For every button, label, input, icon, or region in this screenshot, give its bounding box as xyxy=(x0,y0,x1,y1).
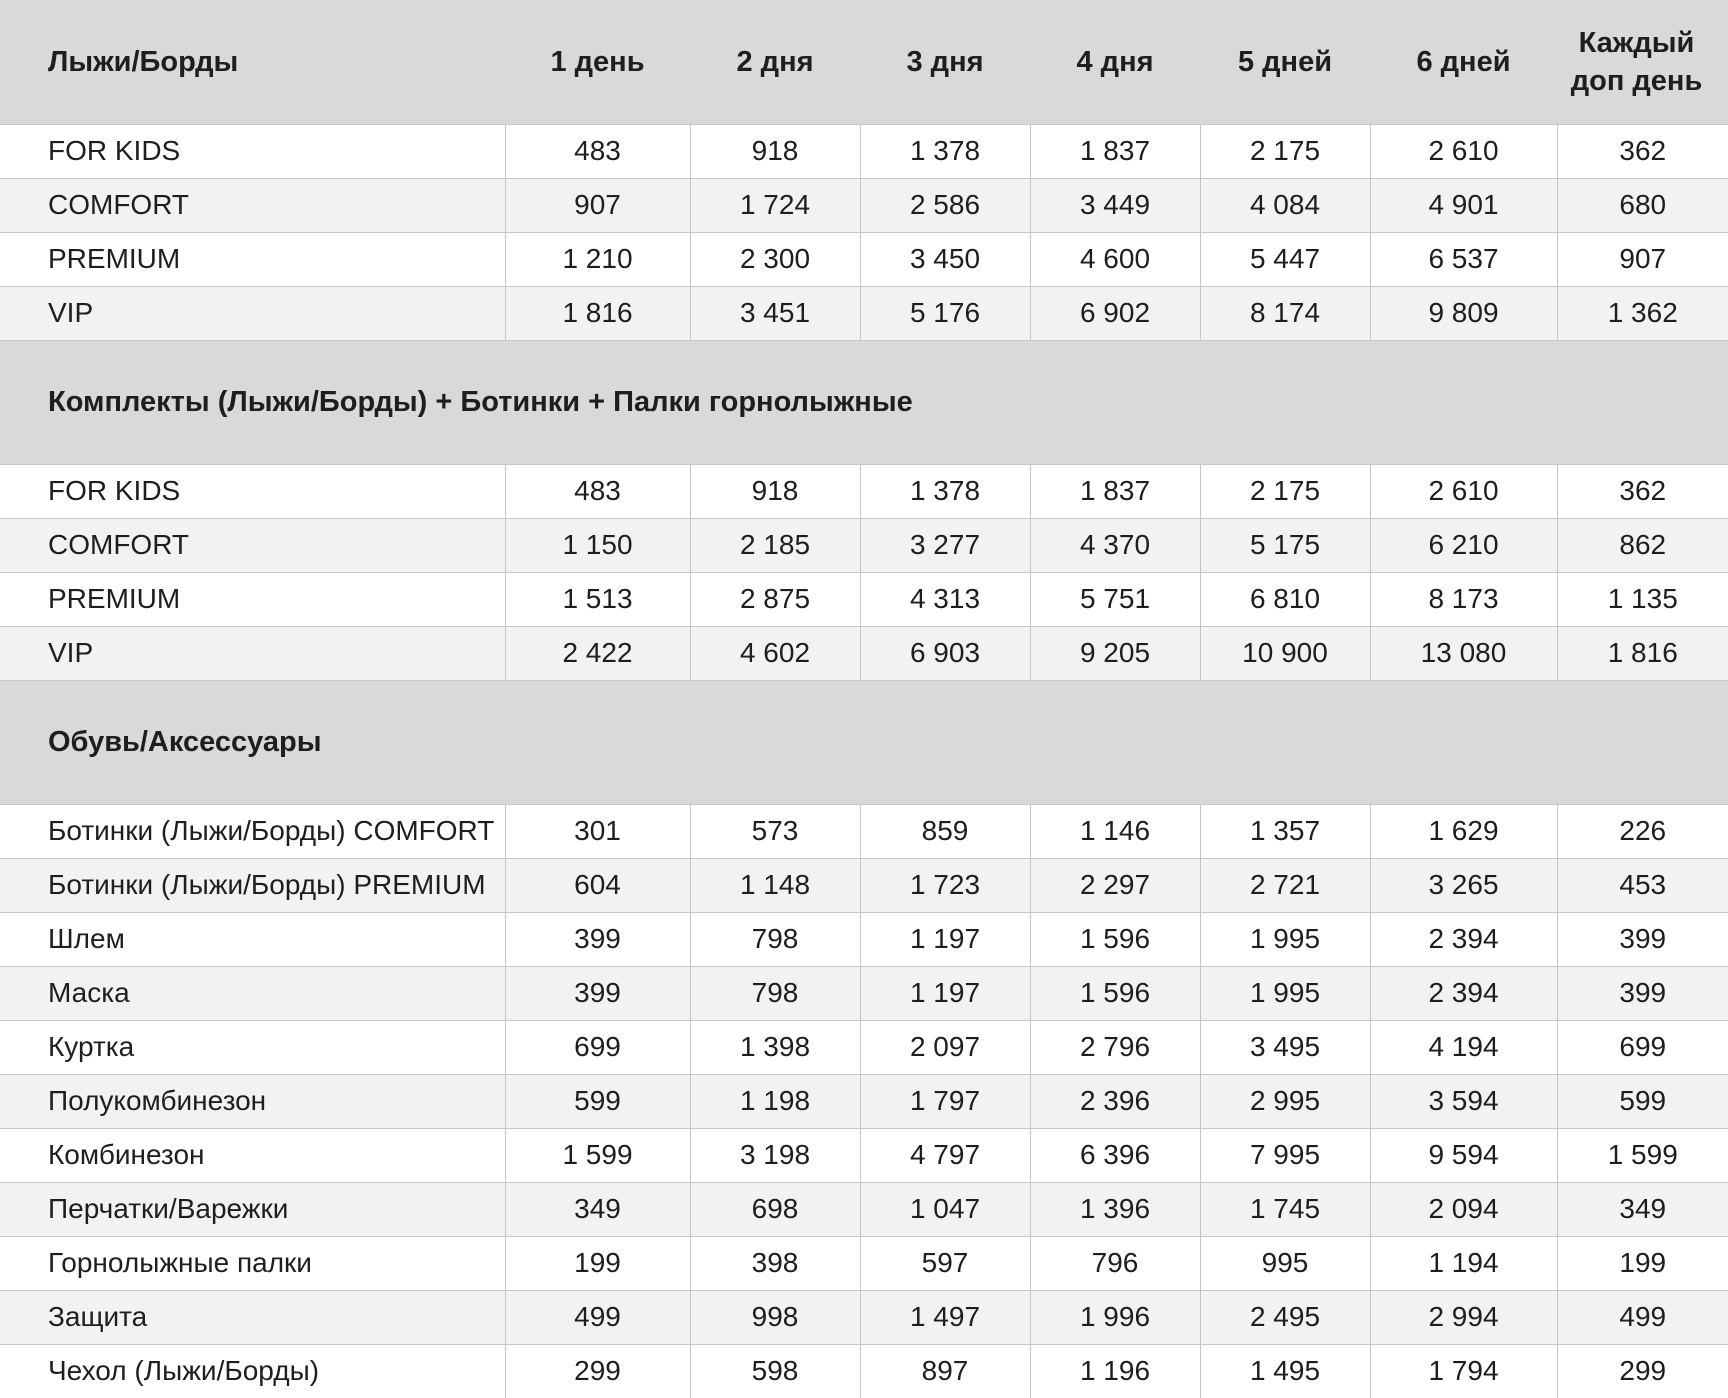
table-row xyxy=(0,912,1728,966)
price-cell: 2 495 xyxy=(1200,1290,1370,1344)
item-name: Горнолыжные палки xyxy=(0,1236,505,1290)
price-cell: 859 xyxy=(860,804,1030,858)
price-cell: 362 xyxy=(1557,464,1728,518)
price-cell: 1 816 xyxy=(1557,626,1728,680)
price-cell: 599 xyxy=(1557,1074,1728,1128)
price-cell: 2 610 xyxy=(1370,124,1557,178)
price-cell: 3 450 xyxy=(860,232,1030,286)
price-cell: 10 900 xyxy=(1200,626,1370,680)
column-header-1-day: 1 день xyxy=(550,45,645,78)
price-cell: 918 xyxy=(690,124,860,178)
item-name: Перчатки/Варежки xyxy=(0,1182,505,1236)
price-cell: 4 797 xyxy=(860,1128,1030,1182)
table-row xyxy=(0,1236,1728,1290)
price-cell: 597 xyxy=(860,1236,1030,1290)
price-cell: 3 198 xyxy=(690,1128,860,1182)
column-header-2-days: 2 дня xyxy=(736,45,814,78)
price-cell: 1 599 xyxy=(505,1128,690,1182)
price-cell: 1 724 xyxy=(690,178,860,232)
table-row xyxy=(0,858,1728,912)
table-row xyxy=(0,464,1728,518)
item-name: Куртка xyxy=(0,1020,505,1074)
price-cell: 399 xyxy=(1557,912,1728,966)
price-cell: 362 xyxy=(1557,124,1728,178)
price-cell: 1 047 xyxy=(860,1182,1030,1236)
price-cell: 4 194 xyxy=(1370,1020,1557,1074)
item-name: FOR KIDS xyxy=(0,124,505,178)
price-cell: 499 xyxy=(505,1290,690,1344)
price-cell: 1 797 xyxy=(860,1074,1030,1128)
table-row xyxy=(0,804,1728,858)
price-cell: 5 175 xyxy=(1200,518,1370,572)
price-cell: 1 148 xyxy=(690,858,860,912)
price-cell: 13 080 xyxy=(1370,626,1557,680)
column-header-3-days: 3 дня xyxy=(906,45,984,78)
price-cell: 4 602 xyxy=(690,626,860,680)
price-cell: 6 537 xyxy=(1370,232,1557,286)
price-cell: 1 197 xyxy=(860,912,1030,966)
price-cell: 1 495 xyxy=(1200,1344,1370,1398)
table-row xyxy=(0,1128,1728,1182)
price-cell: 2 586 xyxy=(860,178,1030,232)
price-cell: 3 265 xyxy=(1370,858,1557,912)
price-cell: 199 xyxy=(505,1236,690,1290)
price-cell: 1 837 xyxy=(1030,124,1200,178)
table-row xyxy=(0,572,1728,626)
item-name: Ботинки (Лыжи/Борды) PREMIUM xyxy=(0,858,505,912)
price-cell: 9 594 xyxy=(1370,1128,1557,1182)
price-cell: 1 599 xyxy=(1557,1128,1728,1182)
price-cell: 6 902 xyxy=(1030,286,1200,340)
item-name: Комбинезон xyxy=(0,1128,505,1182)
price-cell: 798 xyxy=(690,966,860,1020)
price-cell: 6 210 xyxy=(1370,518,1557,572)
price-cell: 907 xyxy=(1557,232,1728,286)
price-cell: 2 422 xyxy=(505,626,690,680)
price-cell: 1 596 xyxy=(1030,966,1200,1020)
price-cell: 995 xyxy=(1200,1236,1370,1290)
table-row xyxy=(0,1290,1728,1344)
item-name: COMFORT xyxy=(0,178,505,232)
table-row xyxy=(0,232,1728,286)
table-row xyxy=(0,966,1728,1020)
price-cell: 199 xyxy=(1557,1236,1728,1290)
price-cell: 301 xyxy=(505,804,690,858)
price-cell: 1 398 xyxy=(690,1020,860,1074)
price-cell: 1 723 xyxy=(860,858,1030,912)
price-cell: 2 721 xyxy=(1200,858,1370,912)
table-row xyxy=(0,518,1728,572)
price-cell: 398 xyxy=(690,1236,860,1290)
price-cell: 399 xyxy=(505,966,690,1020)
price-cell: 599 xyxy=(505,1074,690,1128)
price-cell: 1 378 xyxy=(860,464,1030,518)
price-cell: 1 150 xyxy=(505,518,690,572)
price-cell: 1 357 xyxy=(1200,804,1370,858)
table-header-row xyxy=(0,0,1728,124)
price-cell: 399 xyxy=(1557,966,1728,1020)
price-cell: 349 xyxy=(1557,1182,1728,1236)
price-cell: 1 497 xyxy=(860,1290,1030,1344)
column-header-extra-day: Каждый доп день xyxy=(1570,26,1703,97)
price-cell: 680 xyxy=(1557,178,1728,232)
price-cell: 1 837 xyxy=(1030,464,1200,518)
price-cell: 1 794 xyxy=(1370,1344,1557,1398)
table-row xyxy=(0,1182,1728,1236)
item-name: PREMIUM xyxy=(0,572,505,626)
price-cell: 2 297 xyxy=(1030,858,1200,912)
price-cell: 4 084 xyxy=(1200,178,1370,232)
item-name: Защита xyxy=(0,1290,505,1344)
price-cell: 2 396 xyxy=(1030,1074,1200,1128)
price-cell: 453 xyxy=(1557,858,1728,912)
price-cell: 3 451 xyxy=(690,286,860,340)
price-cell: 1 196 xyxy=(1030,1344,1200,1398)
price-cell: 1 378 xyxy=(860,124,1030,178)
price-cell: 1 197 xyxy=(860,966,1030,1020)
price-cell: 2 610 xyxy=(1370,464,1557,518)
price-cell: 2 394 xyxy=(1370,966,1557,1020)
price-cell: 2 875 xyxy=(690,572,860,626)
price-cell: 918 xyxy=(690,464,860,518)
price-cell: 1 745 xyxy=(1200,1182,1370,1236)
price-cell: 573 xyxy=(690,804,860,858)
section-header-row xyxy=(0,680,1728,804)
price-cell: 604 xyxy=(505,858,690,912)
price-cell: 2 394 xyxy=(1370,912,1557,966)
price-cell: 2 796 xyxy=(1030,1020,1200,1074)
price-cell: 3 449 xyxy=(1030,178,1200,232)
price-cell: 1 135 xyxy=(1557,572,1728,626)
price-cell: 6 396 xyxy=(1030,1128,1200,1182)
column-header-6-days: 6 дней xyxy=(1416,45,1511,78)
column-header-5-days: 5 дней xyxy=(1237,45,1333,78)
item-name: Ботинки (Лыжи/Борды) COMFORT xyxy=(0,804,505,858)
item-name: FOR KIDS xyxy=(0,464,505,518)
price-cell: 1 362 xyxy=(1557,286,1728,340)
price-cell: 907 xyxy=(505,178,690,232)
price-cell: 4 600 xyxy=(1030,232,1200,286)
price-cell: 2 097 xyxy=(860,1020,1030,1074)
price-cell: 1 816 xyxy=(505,286,690,340)
table-row xyxy=(0,626,1728,680)
table-row xyxy=(0,286,1728,340)
section-title: Обувь/Аксессуары xyxy=(0,680,1728,804)
price-cell: 1 513 xyxy=(505,572,690,626)
column-header-4-days: 4 дня xyxy=(1076,45,1154,78)
price-cell: 862 xyxy=(1557,518,1728,572)
table-row xyxy=(0,1344,1728,1398)
price-cell: 1 995 xyxy=(1200,966,1370,1020)
item-name: PREMIUM xyxy=(0,232,505,286)
price-cell: 8 174 xyxy=(1200,286,1370,340)
price-cell: 598 xyxy=(690,1344,860,1398)
price-cell: 699 xyxy=(1557,1020,1728,1074)
price-cell: 299 xyxy=(505,1344,690,1398)
price-cell: 483 xyxy=(505,464,690,518)
price-cell: 299 xyxy=(1557,1344,1728,1398)
price-cell: 2 300 xyxy=(690,232,860,286)
price-cell: 1 194 xyxy=(1370,1236,1557,1290)
section-header-row xyxy=(0,340,1728,464)
price-cell: 1 210 xyxy=(505,232,690,286)
table-row xyxy=(0,178,1728,232)
price-cell: 8 173 xyxy=(1370,572,1557,626)
price-cell: 1 596 xyxy=(1030,912,1200,966)
price-cell: 9 205 xyxy=(1030,626,1200,680)
price-cell: 3 594 xyxy=(1370,1074,1557,1128)
price-cell: 1 629 xyxy=(1370,804,1557,858)
price-cell: 7 995 xyxy=(1200,1128,1370,1182)
price-cell: 6 810 xyxy=(1200,572,1370,626)
price-cell: 2 995 xyxy=(1200,1074,1370,1128)
price-cell: 483 xyxy=(505,124,690,178)
item-name: Шлем xyxy=(0,912,505,966)
price-cell: 2 175 xyxy=(1200,124,1370,178)
price-cell: 2 185 xyxy=(690,518,860,572)
price-cell: 699 xyxy=(505,1020,690,1074)
price-cell: 4 313 xyxy=(860,572,1030,626)
item-name: Полукомбинезон xyxy=(0,1074,505,1128)
section-title: Комплекты (Лыжи/Борды) + Ботинки + Палки горнолыжные xyxy=(0,340,1728,464)
price-cell: 9 809 xyxy=(1370,286,1557,340)
item-name: VIP xyxy=(0,286,505,340)
price-cell: 1 996 xyxy=(1030,1290,1200,1344)
price-cell: 1 995 xyxy=(1200,912,1370,966)
price-cell: 226 xyxy=(1557,804,1728,858)
table-row xyxy=(0,1020,1728,1074)
price-cell: 6 903 xyxy=(860,626,1030,680)
price-cell: 499 xyxy=(1557,1290,1728,1344)
price-cell: 3 495 xyxy=(1200,1020,1370,1074)
price-cell: 4 370 xyxy=(1030,518,1200,572)
price-cell: 998 xyxy=(690,1290,860,1344)
price-cell: 1 396 xyxy=(1030,1182,1200,1236)
price-cell: 698 xyxy=(690,1182,860,1236)
price-cell: 2 094 xyxy=(1370,1182,1557,1236)
price-cell: 5 751 xyxy=(1030,572,1200,626)
table-row xyxy=(0,1074,1728,1128)
price-cell: 5 176 xyxy=(860,286,1030,340)
price-cell: 897 xyxy=(860,1344,1030,1398)
price-cell: 2 175 xyxy=(1200,464,1370,518)
price-cell: 3 277 xyxy=(860,518,1030,572)
item-name: COMFORT xyxy=(0,518,505,572)
price-cell: 1 146 xyxy=(1030,804,1200,858)
price-cell: 2 994 xyxy=(1370,1290,1557,1344)
price-cell: 798 xyxy=(690,912,860,966)
price-cell: 5 447 xyxy=(1200,232,1370,286)
price-cell: 349 xyxy=(505,1182,690,1236)
item-name: Чехол (Лыжи/Борды) xyxy=(0,1344,505,1398)
item-name: VIP xyxy=(0,626,505,680)
price-cell: 399 xyxy=(505,912,690,966)
column-header-category: Лыжи/Борды xyxy=(48,45,239,78)
price-cell: 796 xyxy=(1030,1236,1200,1290)
price-cell: 1 198 xyxy=(690,1074,860,1128)
table-body xyxy=(0,124,1728,1398)
price-cell: 4 901 xyxy=(1370,178,1557,232)
table-row xyxy=(0,124,1728,178)
item-name: Маска xyxy=(0,966,505,1020)
